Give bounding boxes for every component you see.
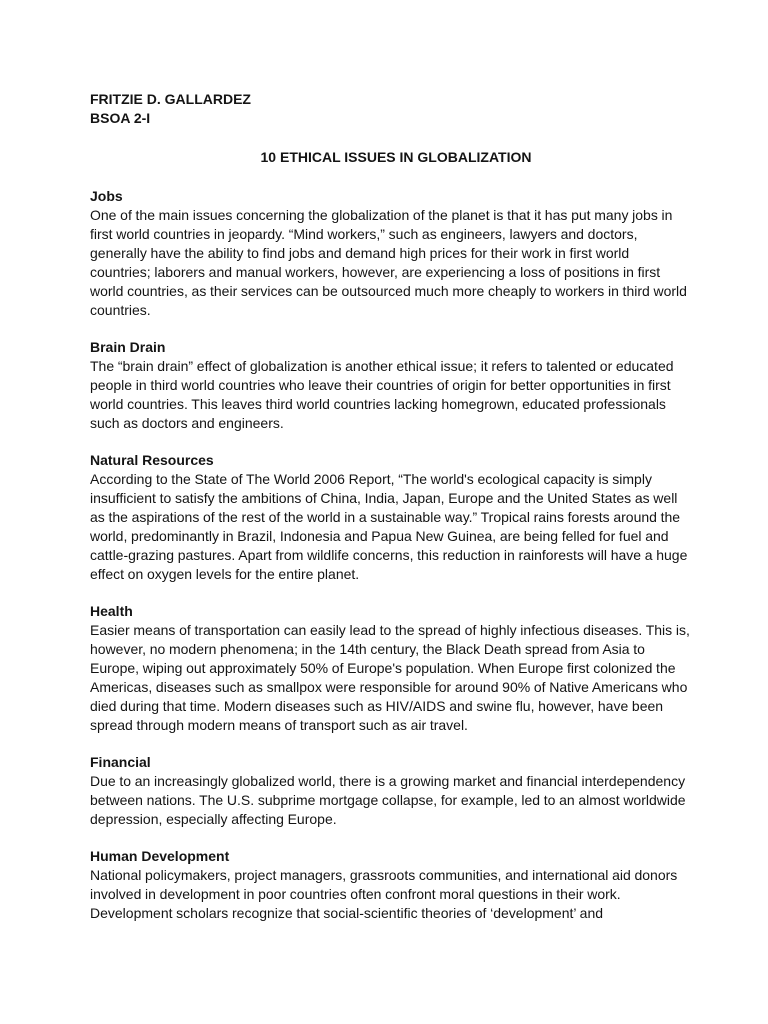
author-name: FRITZIE D. GALLARDEZ (90, 91, 251, 107)
section-body: According to the State of The World 2006 Report, “The world's ecological capacity is simply insufficient to satisfy the ambitions of China, India, Japan, Europe and the United States as well as the aspirations of the rest of the world in a sustainable way.” Tropical rains forests around the world, predominantly in Brazil, Indonesia and Papua New Guinea, are being felled for fuel and cattle-grazing pastures. Apart from wildlife concerns, this reduction in rainforests will have a huge effect on oxygen levels for the entire planet. (90, 471, 688, 582)
section-body: National policymakers, project managers, grassroots communities, and international aid donors involved in development in poor countries often confront moral questions in their work. Development scholars recognize that social-scientific theories of ‘development’ and (90, 867, 678, 921)
section-heading: Health (90, 603, 133, 619)
section-heading: Financial (90, 754, 151, 770)
section-body: One of the main issues concerning the globalization of the planet is that it has put many jobs in first world countries in jeopardy. “Mind workers,” such as engineers, lawyers and doctors, generally have the ability to find jobs and demand high prices for their work in first world countries; laborers and manual workers, however, are experiencing a loss of positions in first world countries, as their services can be outsourced much more cheaply to workers in third world countries. (90, 207, 687, 318)
document-title: 10 ETHICAL ISSUES IN GLOBALIZATION (260, 149, 532, 165)
section-heading: Jobs (90, 188, 123, 204)
document-page (90, 90, 690, 941)
section-jobs (90, 187, 690, 320)
section-health (90, 602, 690, 735)
section-brain-drain (90, 338, 690, 433)
section-body: The “brain drain” effect of globalization is another ethical issue; it refers to talented or educated people in third world countries who leave their countries of origin for better opportunities in first world countries. This leaves third world countries lacking homegrown, educated professionals such as doctors and engineers. (90, 358, 674, 431)
section-heading: Human Development (90, 848, 230, 864)
section-heading: Natural Resources (90, 452, 214, 468)
section-financial (90, 753, 690, 829)
section-human-development (90, 847, 690, 923)
section-body: Due to an increasingly globalized world, there is a growing market and financial interdependency between nations. The U.S. subprime mortgage collapse, for example, led to an almost worldwide depression, especially affecting Europe. (90, 773, 686, 827)
author-section: BSOA 2-I (90, 110, 151, 126)
section-body: Easier means of transportation can easily lead to the spread of highly infectious diseases. This is, however, no modern phenomena; in the 14th century, the Black Death spread from Asia to Europe, wiping out approximately 50% of Europe's population. When Europe first colonized the Americas, diseases such as smallpox were responsible for around 90% of Native Americans who died during that time. Modern diseases such as HIV/AIDS and swine flu, however, have been spread through modern means of transport such as air travel. (90, 622, 690, 733)
section-heading: Brain Drain (90, 339, 166, 355)
section-natural-resources (90, 451, 690, 584)
